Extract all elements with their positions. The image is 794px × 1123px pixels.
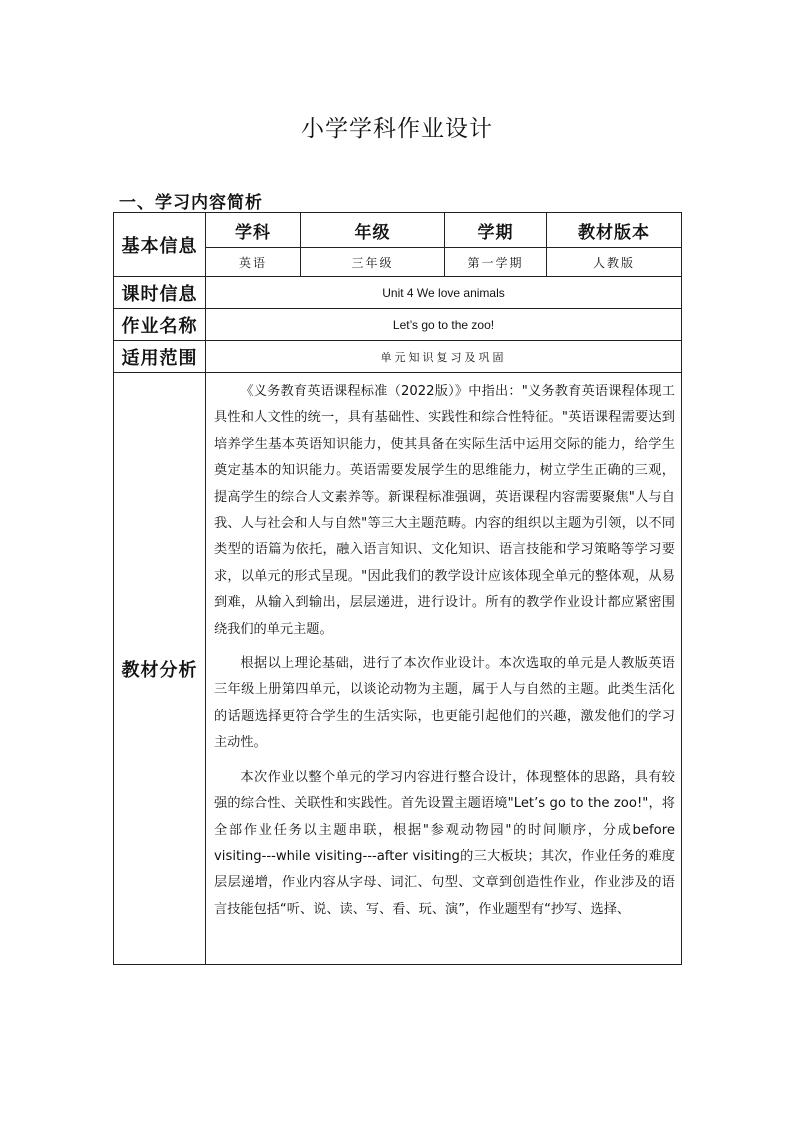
- header-grade: 年级: [301, 213, 445, 248]
- value-semester: 第一学期: [445, 248, 547, 277]
- analysis-label: 教材分析: [114, 373, 206, 965]
- basic-info-label: 基本信息: [114, 213, 206, 277]
- scope-label: 适用范围: [114, 341, 206, 373]
- lesson-info-label: 课时信息: [114, 277, 206, 309]
- analysis-text: [206, 373, 682, 965]
- lesson-info-value: Unit 4 We love animals: [206, 277, 682, 309]
- header-semester: 学期: [445, 213, 547, 248]
- content-analysis-table: [113, 212, 682, 965]
- homework-name-value: Let’s go to the zoo!: [206, 309, 682, 341]
- homework-name-label: 作业名称: [114, 309, 206, 341]
- header-subject: 学科: [206, 213, 301, 248]
- page-title: 小学学科作业设计: [301, 116, 493, 142]
- analysis-paragraph: 根据以上理论基础，进行了本次作业设计。本次选取的单元是人教版英语三年级上册第四单元，以谈论动物为主题，属于人与自然的主题。此类生活化的话题选择更符合学生的生活实际，也更能引起他们的兴趣，激发他们的学习主动性。: [214, 656, 675, 751]
- value-grade: 三年级: [301, 248, 445, 277]
- section-heading: 一、学习内容简析: [119, 193, 263, 213]
- value-textbook-edition: 人教版: [547, 248, 682, 277]
- analysis-paragraph: 《义务教育英语课程标准（2022版）》中指出："义务教育英语课程体现工具性和人文性的统一，具有基础性、实践性和综合性特征。"英语课程需要达到培养学生基本英语知识能力，使其具备在实际生活中运用交际的能力，给学生奠定基本的知识能力。英语需要发展学生的思维能力，树立学生正确的三观，提高学生的综合人文素养等。新课程标准强调，英语课程内容需要聚焦"人与自我、人与社会和人与自然"等三大主题范畴。内容的组织以主题为引领，以不同类型的语篇为依托，融入语言知识、文化知识、语言技能和学习策略等学习要求，以单元的形式呈现。"因此我们的教学设计应该体现全单元的整体观，从易到难，从输入到输出，层层递进，进行设计。所有的教学作业设计都应紧密围绕我们的单元主题。: [214, 384, 675, 637]
- analysis-paragraph: 本次作业以整个单元的学习内容进行整合设计，体现整体的思路，具有较强的综合性、关联性和实践性。首先设置主题语境"Let’s go to the zoo!"，将全部作业任务以主题串联，根据"参观动物园"的时间顺序，分成before visiting---while visiting---after visiting的三大板块；其次，作业任务的难度层层递增，作业内容从字母、词汇、句型、文章到创造性作业，作业涉及的语言技能包括“听、说、读、写、看、玩、演”，作业题型有“抄写、选择、: [214, 769, 675, 917]
- value-subject: 英语: [206, 248, 301, 277]
- header-textbook-edition: 教材版本: [547, 213, 682, 248]
- scope-value: 单元知识复习及巩固: [206, 341, 682, 373]
